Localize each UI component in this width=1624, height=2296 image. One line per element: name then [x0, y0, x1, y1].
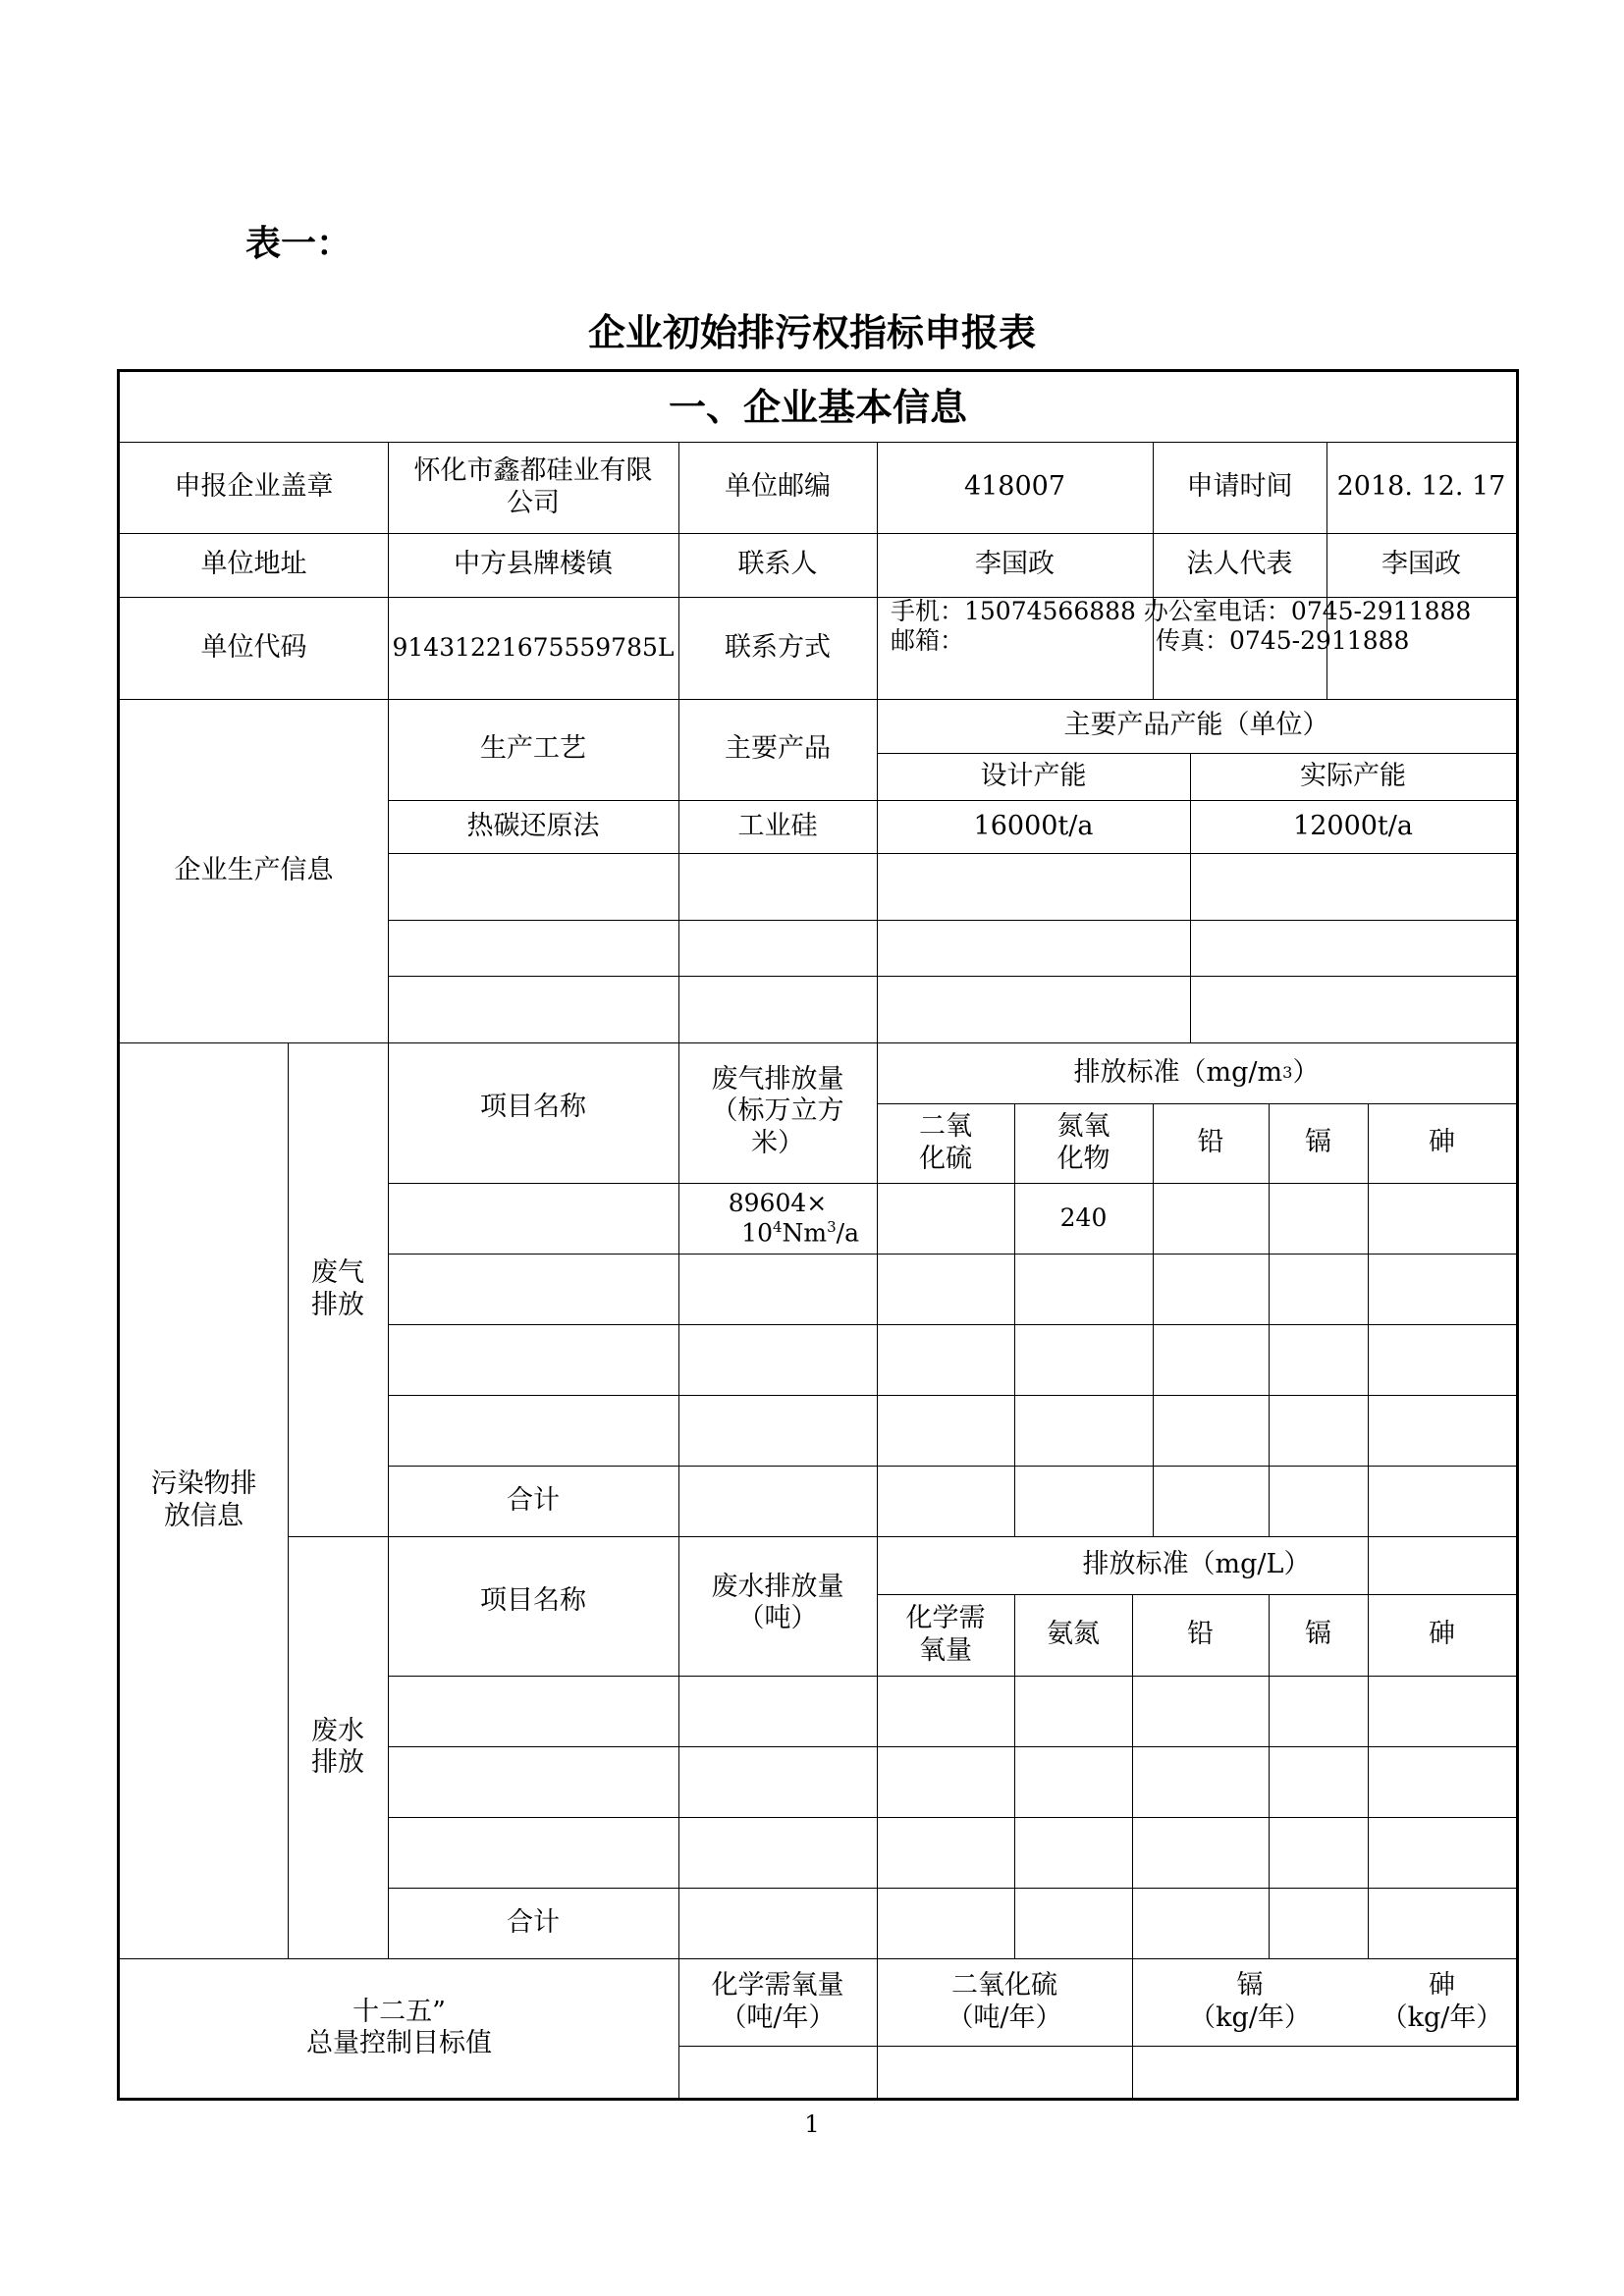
gas-col-arsenic: 砷: [1429, 1127, 1455, 1158]
email-line: 邮箱：: [891, 626, 965, 655]
water-col-arsenic: 砷: [1429, 1619, 1455, 1650]
contact-methods: [877, 597, 1516, 699]
code-value: 91431221675559785L: [392, 633, 675, 662]
phone-line: 手机：15074566888 办公室电话：0745-2911888: [891, 597, 1472, 625]
col-actual-capacity: 实际产能: [1300, 760, 1406, 791]
target-col-cod: 化学需氧量 （吨/年）: [711, 1970, 844, 2033]
gas-standard-header: 排放标准（mg/m 3 ）: [1073, 1056, 1320, 1088]
fax-line: 传真：0745-2911888: [1156, 626, 1410, 655]
gas-nox-value: 240: [1059, 1203, 1108, 1232]
col-capacity: 主要产品产能（单位）: [1063, 710, 1329, 741]
company-label: 申报企业盖章: [174, 471, 334, 503]
water-col-cod: 化学需 氧量: [905, 1603, 986, 1666]
actual-capacity-value: 12000t/a: [1293, 810, 1413, 841]
date-label: 申请时间: [1186, 471, 1293, 503]
table-label: 表一：: [245, 223, 352, 264]
water-total-label: 合计: [507, 1906, 560, 1938]
gas-col-so2: 二氧 化硫: [919, 1111, 972, 1174]
legal-value: 李国政: [1381, 549, 1461, 580]
pollution-section-label: 污染物排 放信息: [150, 1468, 257, 1531]
water-col-name: 项目名称: [480, 1585, 586, 1616]
contact-value: 李国政: [975, 549, 1055, 580]
gas-col-name: 项目名称: [480, 1092, 586, 1122]
water-emission-label: 废水 排放: [311, 1715, 364, 1778]
page-number: 1: [804, 2110, 820, 2138]
method-label: 联系方式: [725, 631, 831, 663]
address-value: 中方县牌楼镇: [454, 549, 613, 580]
report-table: [117, 369, 1519, 2101]
target-col-so2: 二氧化硫 （吨/年）: [947, 1970, 1062, 2033]
target-col-arsenic: 砷 （kg/年）: [1380, 1970, 1503, 2033]
target-label: 十二五” 总量控制目标值: [306, 1996, 492, 2058]
code-label: 单位代码: [200, 631, 307, 663]
col-process: 生产工艺: [480, 733, 586, 765]
gas-total-label: 合计: [507, 1484, 560, 1516]
water-standard-header: 排放标准（mg/L）: [1082, 1549, 1311, 1580]
design-capacity-value: 16000t/a: [973, 810, 1094, 841]
gas-emission-label: 废气 排放: [311, 1257, 364, 1320]
postcode-label: 单位邮编: [725, 471, 831, 503]
water-col-lead: 铅: [1187, 1619, 1214, 1650]
address-label: 单位地址: [200, 549, 307, 580]
process-value: 热碳还原法: [466, 810, 600, 841]
gas-col-nox: 氮氧 化物: [1056, 1111, 1110, 1174]
col-design-capacity: 设计产能: [980, 760, 1087, 791]
contact-label: 联系人: [737, 549, 818, 580]
gas-col-lead: 铅: [1197, 1127, 1224, 1158]
gas-volume-value: 89604× $10^4Nm^3/a$: [728, 1188, 859, 1248]
postcode-value: 418007: [963, 471, 1066, 503]
product-value: 工业硅: [737, 810, 818, 841]
document-title: 企业初始排污权指标申报表: [587, 310, 1036, 354]
production-section-label: 企业生产信息: [174, 854, 334, 885]
gas-col-cadmium: 镉: [1305, 1127, 1331, 1158]
water-col-volume: 废水排放量 （吨）: [711, 1572, 844, 1634]
col-product: 主要产品: [725, 733, 831, 765]
legal-label: 法人代表: [1186, 549, 1293, 580]
target-col-cadmium: 镉 （kg/年）: [1189, 1970, 1311, 2033]
water-col-ammonia: 氨氮: [1047, 1619, 1100, 1650]
gas-col-volume: 废气排放量 （标万立方 米）: [711, 1064, 844, 1158]
section-title: 一、企业基本信息: [668, 384, 967, 429]
company-name: 怀化市鑫都硅业有限 公司: [413, 455, 653, 518]
water-col-cadmium: 镉: [1305, 1619, 1331, 1650]
date-value: 2018. 12. 17: [1336, 471, 1506, 503]
